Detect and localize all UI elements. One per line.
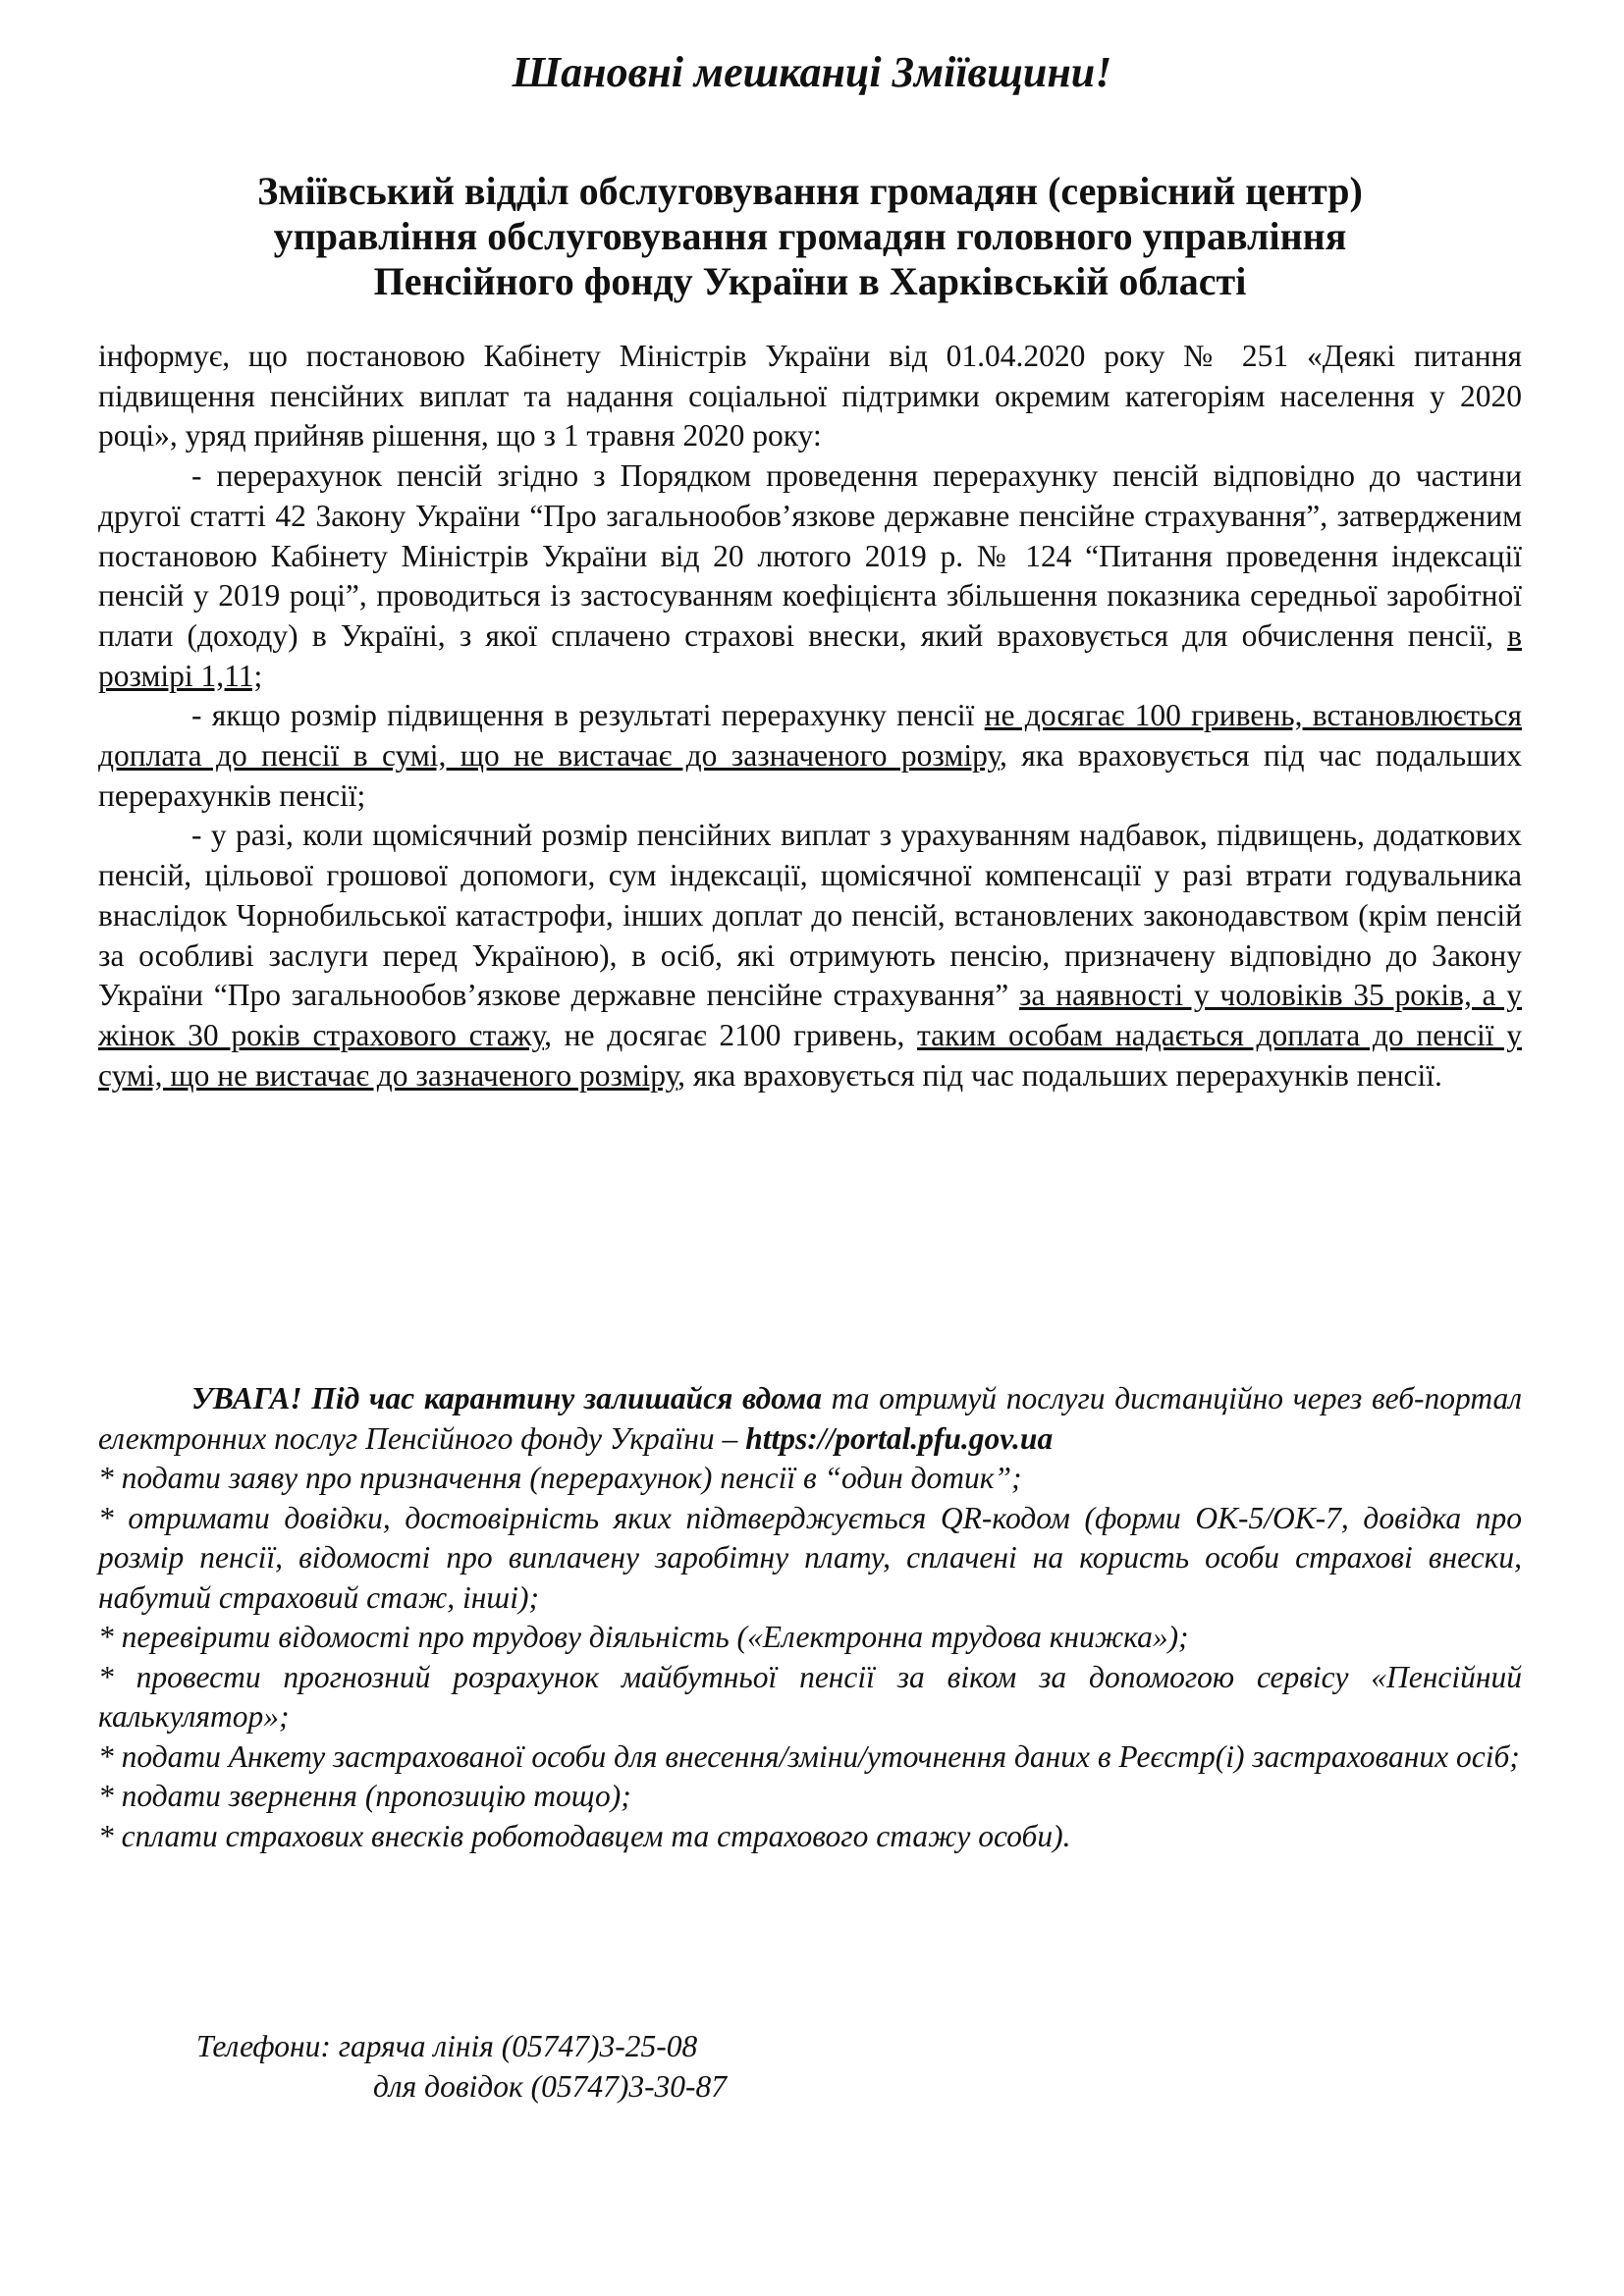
item-text: - якщо розмір підвищення в результаті перерахунку пенсії	[191, 698, 985, 733]
portal-link[interactable]: https://portal.pfu.gov.ua	[745, 1420, 1054, 1456]
item-underlined: в розмірі 1,11;	[98, 617, 1522, 693]
intro-paragraph: інформує, що постановою Кабінету Міністрів України від 01.04.2020 року № 251 «Деякі питання підвищення пенсійних виплат та надання соціальної підтримки окремим категоріям населення у 2020 році», уряд прийняв рішення, що з 1 травня 2020 року:	[98, 339, 1522, 454]
service-item: * перевірити відомості про трудову діяльність («Електронна трудова книжка»);	[98, 1620, 1189, 1654]
heading-line: Зміївський відділ обслуговування громадян (сервісний центр)	[257, 169, 1363, 213]
item-underlined: не досягає 100 гривень, встановлюється доплата до пенсії в сумі, що не вистачає до зазначеного розміру	[98, 698, 1522, 774]
info-phone: для довідок (05747)3-30-87	[373, 2068, 728, 2104]
item-middle: , не досягає 2100 гривень,	[544, 1017, 918, 1052]
item-tail: , яка враховується під час подальших перерахунків пенсії;	[98, 738, 1522, 813]
quarantine-notice	[98, 1379, 1522, 1856]
item-underlined: за наявності у чоловіків 35 років, а у жінок 30 років страхового стажу	[98, 978, 1522, 1052]
hotline-phone: Телефони: гаряча лінія (05747)3-25-08	[196, 2029, 698, 2063]
heading-line: управління обслуговування громадян головного управління	[273, 214, 1347, 258]
notice-bold-lead: УВАГА! Під час карантину залишайся вдома	[191, 1381, 822, 1415]
service-item: * подати Анкету застрахованої особи для внесення/зміни/уточнення даних в Реєстр(і) застрахованих осіб;	[98, 1738, 1520, 1774]
item-tail: , яка враховується під час подальших перерахунків пенсії.	[677, 1057, 1442, 1093]
service-item: * подати заяву про призначення (перерахунок) пенсії в “один дотик”;	[98, 1461, 1022, 1495]
item-text: - у разі, коли щомісячний розмір пенсійних виплат з урахуванням надбавок, підвищень, додаткових пенсій, цільової грошової допомоги, сум індексації, щомісячної компенсації у разі втрати годувальника внаслідок Чорнобильської катастрофи, інших доплат до пенсій, встановлених законодавством (крім пенсій за особливі заслуги перед Україною), в осіб, які отримують пенсію, призначену відповідно до Закону України “Про загальнообов’язкове державне пенсійне страхування”	[98, 818, 1522, 1013]
service-item: * провести прогнозний розрахунок майбутньої пенсії за віком за допомогою сервісу «Пенсійний калькулятор»;	[98, 1659, 1522, 1734]
item-underlined: таким особам надається доплата до пенсії у сумі, що не вистачає до зазначеного розміру	[98, 1017, 1522, 1093]
service-item: * отримати довідки, достовірність яких підтверджується QR-кодом (форми ОК-5/ОК-7, довідка про розмір пенсії, відомості про виплачену заробітну плату, сплачені на користь особи страхові внески, набутий страховий стаж, інші);	[98, 1500, 1522, 1615]
service-item: * подати звернення (пропозицію тощо);	[98, 1779, 631, 1813]
item-text: - перерахунок пенсій згідно з Порядком проведення перерахунку пенсій відповідно до частини другої статті 42 Закону України “Про загальнообов’язкове державне пенсійне страхування”, затвердженим постановою Кабінету Міністрів України від 20 лютого 2019 р. № 124 “Питання проведення індексації пенсій у 2019 році”, проводиться із застосуванням коефіцієнта збільшення показника середньої заробітної плати (доходу) в Україні, з якої сплачено страхові внески, який враховується для обчислення пенсії,	[98, 458, 1522, 653]
item-supplement-2100	[98, 816, 1522, 1095]
item-recalculation	[98, 456, 1522, 696]
notice-lead	[98, 1379, 1522, 1459]
heading	[98, 169, 1522, 304]
heading-line: Пенсійного фонду України в Харківській області	[373, 259, 1247, 303]
phones-block	[196, 2027, 727, 2107]
greeting: Шановні мешканці Зміївщини!	[512, 48, 1112, 96]
notice-text: та отримуй послуги дистанційно через веб-портал електронних послуг Пенсійного фонду України –	[98, 1381, 1523, 1456]
item-supplement-100	[98, 696, 1522, 816]
main-body	[98, 337, 1522, 1095]
service-item: * сплати страхових внесків роботодавцем та страхового стажу особи).	[98, 1818, 1071, 1853]
